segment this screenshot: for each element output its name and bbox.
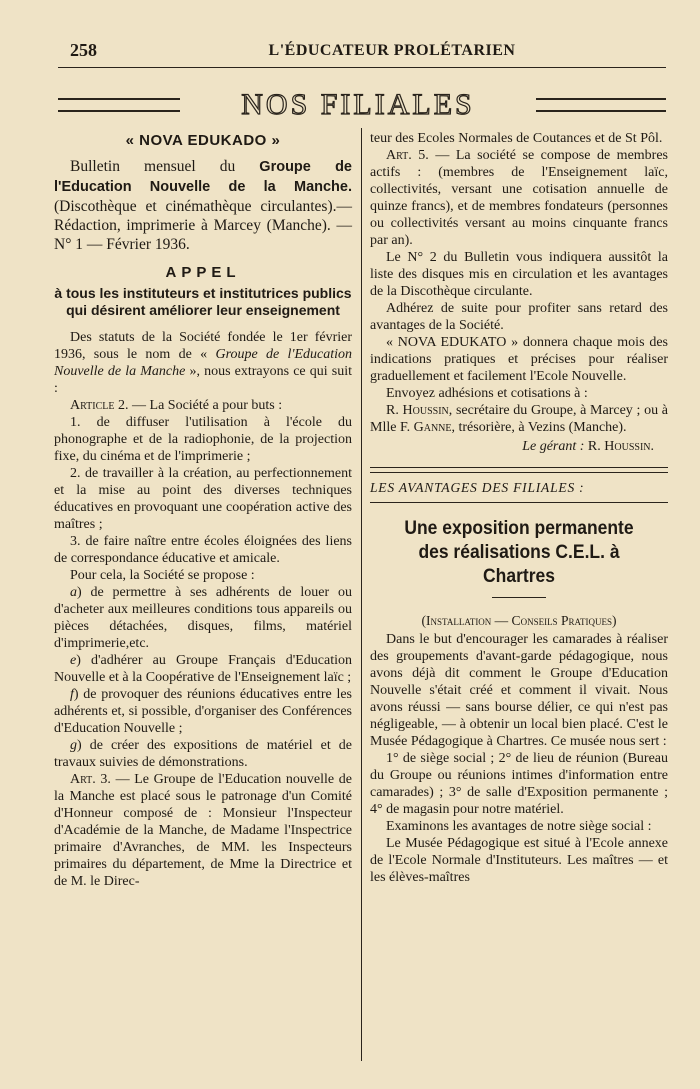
section-banner xyxy=(58,88,666,124)
contacts-paragraph xyxy=(370,402,668,436)
item-a xyxy=(54,584,352,652)
item-f-letter: f xyxy=(70,687,74,702)
item-e-text: ) d'adhérer au Groupe Français d'Education Nouvelle et à la Coopérative de l'Enseignement laïc ; xyxy=(54,653,352,685)
item-g-letter: g xyxy=(70,738,77,753)
contact-text-2: , secrétaire du Groupe, à Marcey ; ou à Mlle F. xyxy=(370,403,668,435)
article-3 xyxy=(54,771,352,890)
contact-text-3: , trésorière, à Vezins (Manche). xyxy=(451,420,627,435)
bulletin-pre: Bulletin mensuel du xyxy=(70,158,260,175)
exposition-title-line-1: Une exposition permanente xyxy=(404,518,634,539)
adherez-paragraph: Adhérez de suite pour profiter sans retard des avantages de la Société. xyxy=(370,301,668,333)
avantages-heading: LES AVANTAGES DES FILIALES : xyxy=(370,479,668,503)
article-3-text: — Le Groupe de l'Education nouvelle de la Manche est placé sous le patronage d'un Comité d'Honneur composé de : Monsieur l'Inspecteur d'Académie de la Manche, de Madame l'Inspectrice primaire d'Avranches, de MM. les Inspecteurs primaires du département, de Mme la Directrice et de M. le Direc- xyxy=(54,772,352,889)
contact-text-1: R. xyxy=(386,403,403,418)
left-column xyxy=(54,128,352,890)
section-double-rule xyxy=(370,467,668,473)
exposition-title xyxy=(382,517,656,589)
banner-left-rule xyxy=(58,98,180,112)
goal-3: 3. de faire naître entre écoles éloignées des liens de correspondance éducative et amicale. xyxy=(54,534,352,566)
journal-title: L'ÉDUCATEUR PROLÉTARIEN xyxy=(268,42,516,59)
article-5 xyxy=(370,147,668,249)
gerant-signature xyxy=(370,438,668,455)
section-title: NOS FILIALES xyxy=(241,88,475,121)
musee-paragraph: Le Musée Pédagogique est situé à l'Ecole annexe de l'Ecole Normale d'Instituteurs. Les maîtres — et les élèves-maîtres xyxy=(370,836,668,885)
item-g xyxy=(54,737,352,771)
pour-cela: Pour cela, la Société se propose : xyxy=(70,568,255,583)
installation-subheading: (Installation — Conseils Pratiques) xyxy=(421,613,617,628)
roles-paragraph: 1° de siège social ; 2° de lieu de réunion (Bureau du Groupe ou réunions intimes d'information entre camarades) ; 3° de salle d'Exposition permanente ; 4° de magasin pour notre matériel. xyxy=(370,751,668,817)
article-5-label: Art. 5. xyxy=(386,148,429,163)
nova-edukado-heading: « NOVA EDUKADO » xyxy=(125,132,281,149)
item-a-text: ) de permettre à ses adhérents de louer ou d'acheter aux meilleures conditions tous appareils ou pièces détachées, disques, films, matériel d'imprimerie,etc. xyxy=(54,585,352,651)
envoyez-paragraph: Envoyez adhésions et cotisations à : xyxy=(386,386,588,401)
gerant-name: Houssin. xyxy=(604,439,654,454)
statutes-intro xyxy=(54,329,352,397)
item-e xyxy=(54,652,352,686)
article-3-label: Art. 3. xyxy=(70,772,111,787)
bulletin-group-name: Groupe de l'Education Nouvelle de la Manche. xyxy=(54,159,352,195)
dans-le-but-paragraph: Dans le but d'encourager les camarades à réaliser des groupements d'avant-garde pédagogique, nous avons déjà dit comment le Groupe d'Education Nouvelle s'était créé et comment il vivait. Nous avons réussi — sans bourse délier, ce qui n'est pas négligeable, — à obtenir un local bien placé. C'est le Musée Pédagogique à Chartres. Ce musée nous sert : xyxy=(370,632,668,749)
item-a-letter: a xyxy=(70,585,77,600)
article-2-text: — La Société a pour buts : xyxy=(128,398,283,413)
intro-text-2: », nous extrayons ce qui suit : xyxy=(54,364,352,396)
examinons-paragraph: Examinons les avantages de notre siège social : xyxy=(386,819,652,834)
gerant-initial: R. xyxy=(584,439,605,454)
article-2-label: Article 2. xyxy=(70,398,129,413)
item-f-text: ) de provoquer des réunions éducatives entre les adhérents et, si possible, d'organiser des Conférences d'Education Nouvelle ; xyxy=(54,687,352,736)
intro-text-1: Des statuts de la Société fondée le 1er février 1936, sous le nom de « xyxy=(54,330,352,362)
page-number: 258 xyxy=(70,40,97,60)
nova-edukato-paragraph: « NOVA EDUKATO » donnera chaque mois des indications pratiques et précises pour réaliser graduellement et facilement l'Ecole Nouvelle. xyxy=(370,335,668,384)
appel-heading: APPEL xyxy=(165,264,241,281)
bulletin-post: (Discothèque et cinémathèque circulantes).— Rédaction, imprimerie à Marcey (Manche). — N° 1 — Février 1936. xyxy=(54,198,352,253)
title-underline xyxy=(492,597,546,598)
header-rule xyxy=(58,67,666,68)
column-divider xyxy=(361,128,362,1061)
contact-houssin: Houssin xyxy=(402,403,449,418)
article-3-continuation: teur des Ecoles Normales de Coutances et de St Pôl. xyxy=(370,131,663,146)
item-e-letter: e xyxy=(70,653,77,668)
item-f xyxy=(54,686,352,737)
running-header xyxy=(58,36,666,68)
banner-right-rule xyxy=(536,98,666,112)
article-2 xyxy=(54,397,352,414)
bulletin-description xyxy=(54,157,352,254)
intro-group-name: Groupe de l'Education Nouvelle de la Manche xyxy=(54,347,352,379)
right-column xyxy=(370,130,668,886)
article-5-text: — La société se compose de membres actifs : (membres de l'Enseignement laïc, collectivités, versant une cotisation annuelle de quinze francs), et de membres fondateurs (personnes ou collectivités versant au moins cinquante francs par an). xyxy=(370,148,669,248)
item-g-text: ) de créer des expositions de matériel et de travaux suivies de démonstrations. xyxy=(54,738,352,770)
contact-ganne: Ganne xyxy=(413,420,452,435)
goal-1: 1. de diffuser l'utilisation à l'école du phonographe et de la radiophonie, de la projection fixe, du cinéma et de l'imprimerie ; xyxy=(54,415,352,464)
exposition-title-line-2: des réalisations C.E.L. à Chartres xyxy=(418,542,620,587)
gerant-label: Le gérant : xyxy=(522,439,585,454)
bulletin-no2-paragraph: Le N° 2 du Bulletin vous indiquera aussitôt la liste des disques mis en circulation et les avantages de la Discothèque circulante. xyxy=(370,250,668,299)
appel-subheading: à tous les instituteurs et institutrices publics qui désirent améliorer leur enseignement xyxy=(54,285,352,318)
goal-2: 2. de travailler à la création, au perfectionnement et la mise au point des diverses techniques éducatives en provoquant une coopération active des maîtres ; xyxy=(54,466,352,532)
